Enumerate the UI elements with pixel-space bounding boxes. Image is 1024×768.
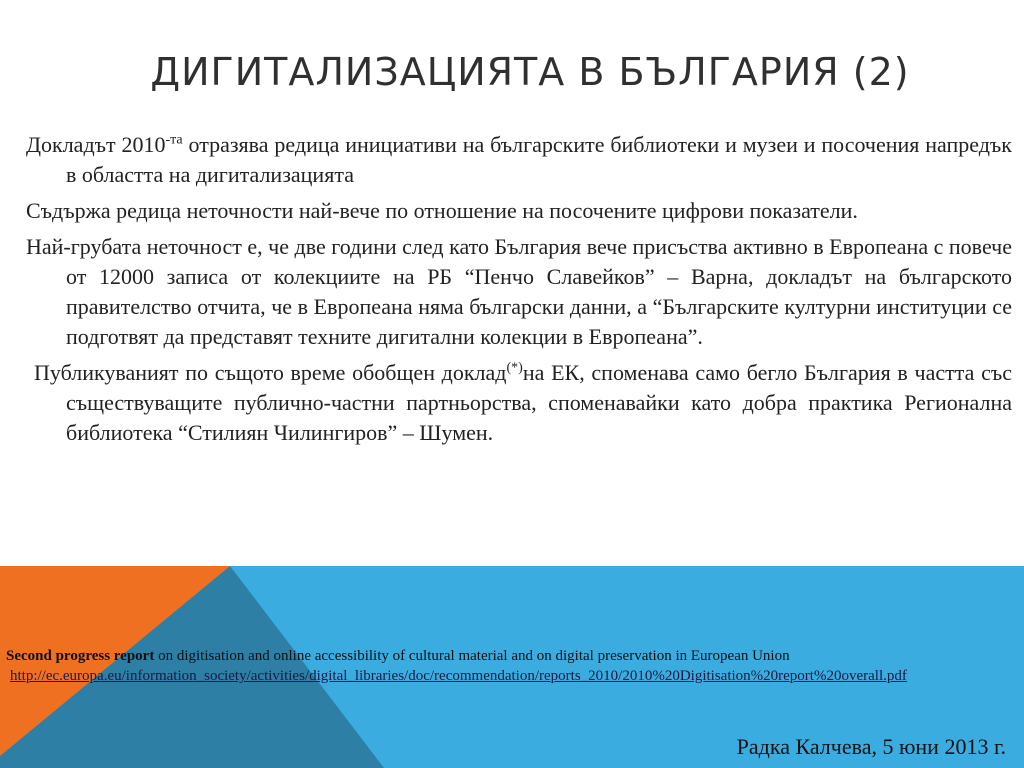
footnote-bold: Second progress report	[6, 648, 155, 664]
author-date: Радка Калчева, 5 юни 2013 г.	[736, 734, 1006, 759]
paragraph-1: Докладът $2010^{-та}$ отразява редица инициативи на българските библиотеки и музеи и посочения напредък в областта на дигитализацията	[26, 132, 1012, 187]
report-link[interactable]: http://ec.europa.eu/information_society/activities/digital_libraries/doc/recommendation/reports_2010/2010%20Digitisation%20report%20overall.pdf	[10, 668, 907, 684]
slide-title: ДИГИТАЛИЗАЦИЯТА В БЪЛГАРИЯ (2)	[150, 50, 910, 94]
footnote-marker: (*)	[506, 360, 523, 376]
slide-body	[26, 130, 1012, 454]
superscript-ordinal: -та	[165, 132, 183, 148]
paragraph-4: Публикуваният по същото време обобщен доклад(*)на ЕК, споменава само бегло България в частта със съществуващите публично-частни партньорства, споменавайки като добра практика Регионална библиотека “Стилиян Чилингиров” – Шумен.	[34, 360, 1012, 445]
paragraph-2: Съдържа редица неточности най-вече по отношение на посочените цифрови показатели.	[26, 198, 858, 223]
paragraph-3: Най-грубата неточност е, че две години след като България вече присъства активно в Европеана с повече от 12000 записа от колекциите на РБ “Пенчо Славейков” – Варна, докладът на българското правителство отчита, че в Европеана няма български данни, а “Българските културни институции се подготвят да представят техните дигитални колекции в Европеана”.	[26, 234, 1012, 349]
footnote-rest: on digitisation and online accessibility of cultural material and on digital preservation in European Union	[154, 648, 790, 664]
footnote-text	[6, 648, 790, 665]
